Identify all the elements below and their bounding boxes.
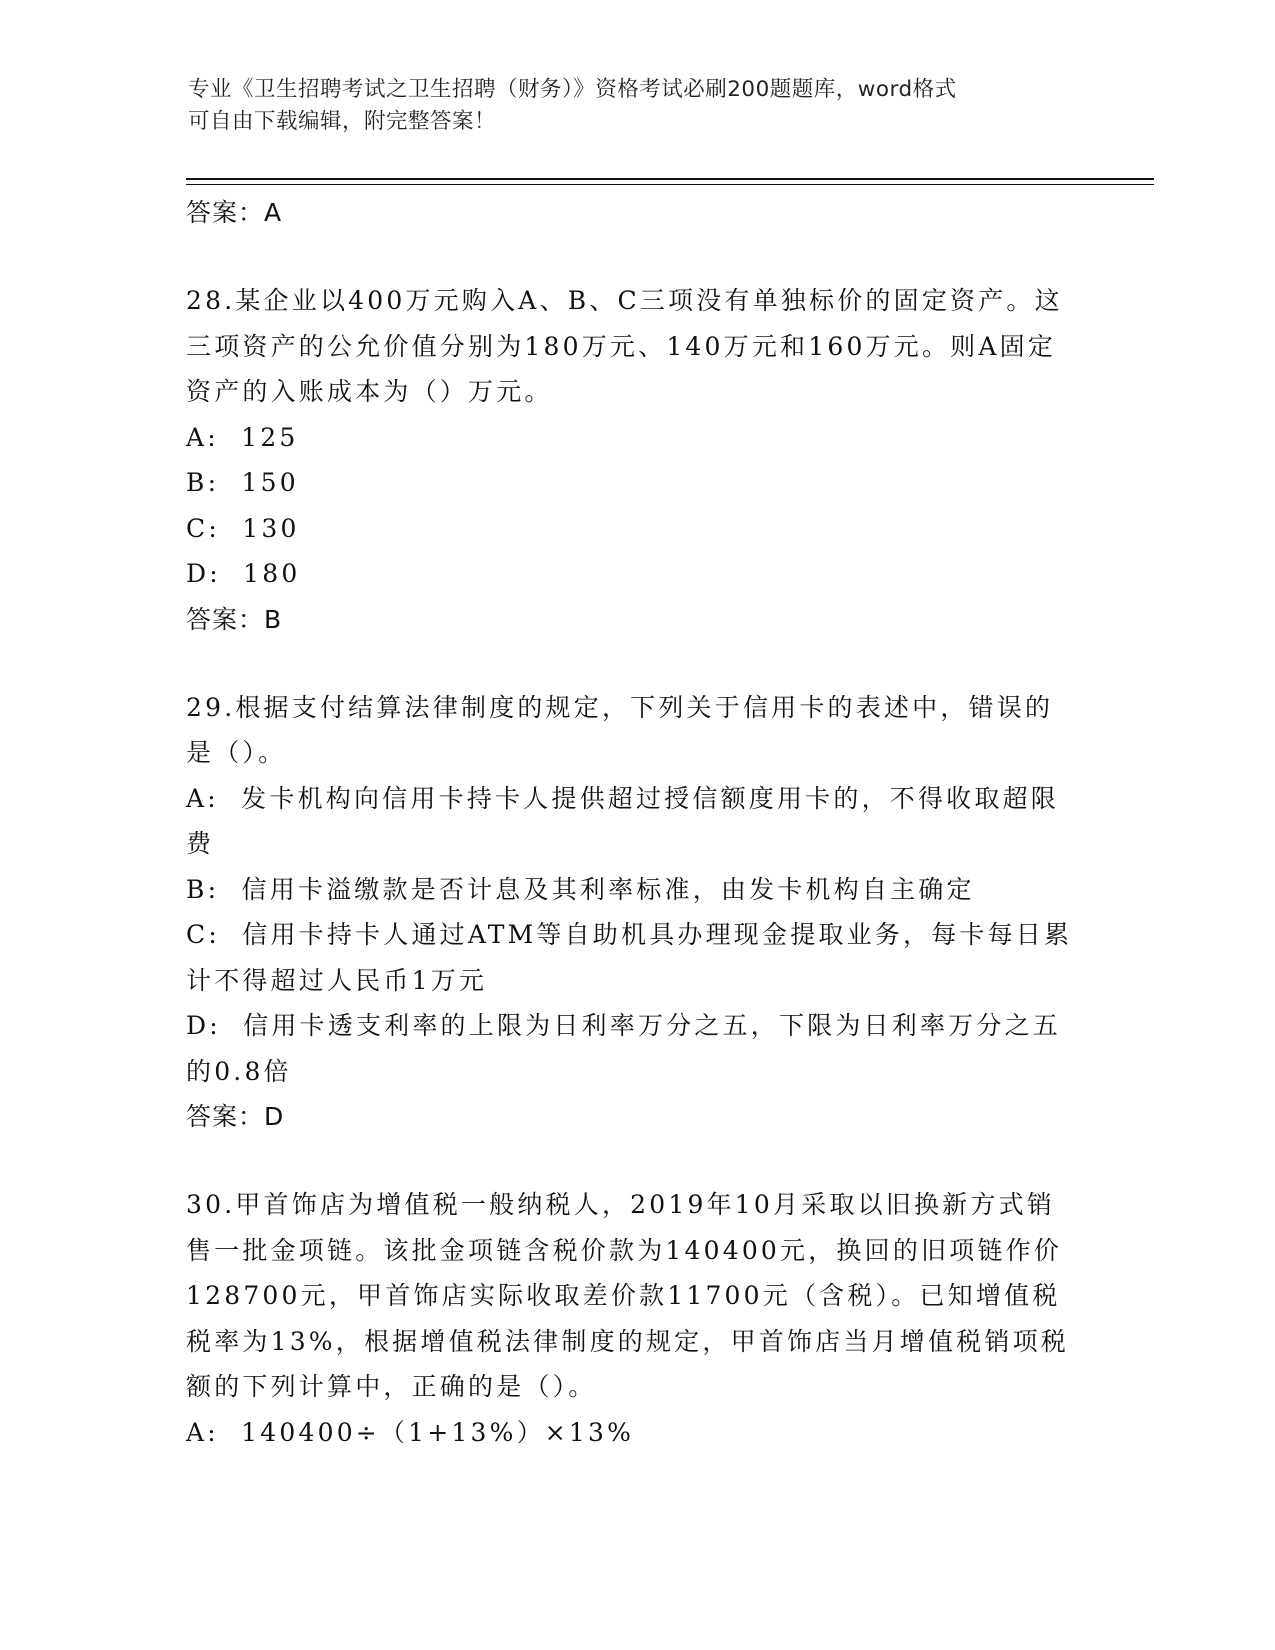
- header-rule-thin: [186, 184, 1154, 185]
- question-29: [186, 685, 1086, 1140]
- document-header: [188, 74, 1068, 138]
- question-29-option-a-cont: 费: [186, 829, 215, 858]
- question-30: [186, 1182, 1086, 1455]
- question-29-text-line: 是（）。: [186, 738, 287, 767]
- question-29-option-c: C: 信用卡持卡人通过ATM等自助机具办理现金提取业务，每卡每日累: [186, 920, 1073, 949]
- question-29-option-c-cont: 计不得超过人民币1万元: [186, 965, 488, 995]
- answer-27: 答案：A: [186, 198, 283, 227]
- question-30-text-line: 128700元，甲首饰店实际收取差价款11700元（含税）。已知增值税: [186, 1281, 1061, 1310]
- question-29-text-line: 29.根据支付结算法律制度的规定，下列关于信用卡的表述中，错误的: [186, 692, 1054, 722]
- question-28-text-line: 资产的入账成本为（）万元。: [186, 377, 553, 406]
- question-30-text-line: 额的下列计算中，正确的是（）。: [186, 1372, 597, 1401]
- question-29-option-d-cont: 的0.8倍: [186, 1056, 292, 1086]
- question-30-text-line: 售一批金项链。该批金项链含税价款为140400元，换回的旧项链作价: [186, 1235, 1063, 1265]
- question-28-option-c: C: 130: [186, 513, 300, 543]
- question-29-option-d: D: 信用卡透支利率的上限为日利率万分之五，下限为日利率万分之五: [186, 1011, 1061, 1040]
- question-28-text-line: 三项资产的公允价值分别为180万元、140万元和160万元。则A固定: [186, 331, 1057, 361]
- question-28: [186, 278, 1086, 642]
- question-30-option-a: A: 140400÷（1+13%）×13%: [186, 1417, 635, 1447]
- answer-28: 答案：B: [186, 604, 283, 634]
- question-content: [186, 190, 1086, 1455]
- question-29-option-b: B: 信用卡溢缴款是否计息及其利率标准，由发卡机构自主确定: [186, 874, 975, 904]
- question-28-option-d: D: 180: [186, 559, 301, 588]
- question-28-option-b: B: 150: [186, 468, 299, 497]
- question-28-option-a: A: 125: [186, 422, 299, 452]
- header-line-1: 专业《卫生招聘考试之卫生招聘（财务）》资格考试必刷200题题库，word格式: [188, 77, 957, 102]
- question-30-text-line: 30.甲首饰店为增值税一般纳税人，2019年10月采取以旧换新方式销: [186, 1190, 1055, 1219]
- header-line-2: 可自由下载编辑，附完整答案！: [188, 109, 497, 134]
- answer-29: 答案：D: [186, 1102, 285, 1131]
- question-28-text-line: 28.某企业以400万元购入A、B、C三项没有单独标价的固定资产。这: [186, 286, 1063, 315]
- question-30-text-line: 税率为13%，根据增值税法律制度的规定，甲首饰店当月增值税销项税: [186, 1326, 1069, 1356]
- question-29-option-a: A: 发卡机构向信用卡持卡人提供超过授信额度用卡的，不得收取超限: [186, 783, 1059, 813]
- header-rule-thick: [186, 178, 1154, 180]
